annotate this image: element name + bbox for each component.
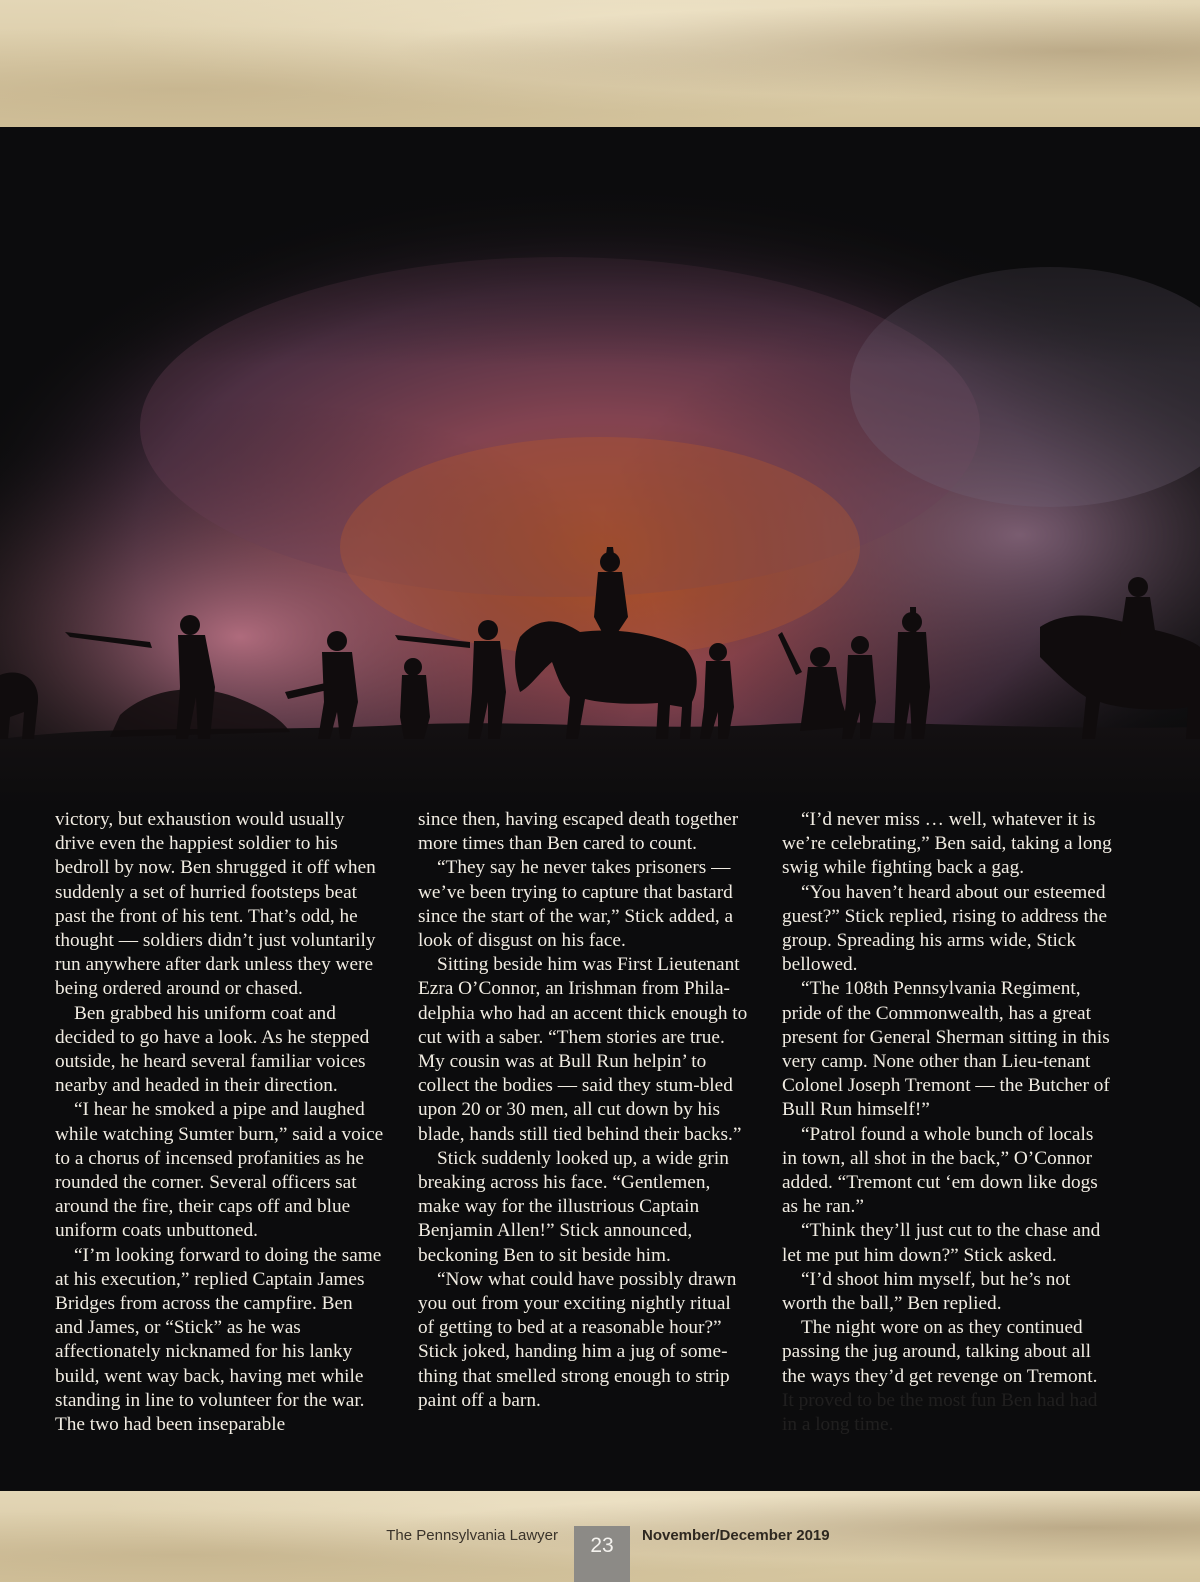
paragraph: “I’d never miss … well, whatever it is we’re celebrating,” Ben said, taking a long swig while fighting back a gag. <box>782 809 1112 879</box>
issue-date: November/December 2019 <box>642 1527 830 1544</box>
page-number-box <box>574 1526 630 1582</box>
article-body <box>55 808 1145 1448</box>
paragraph: “You haven’t heard about our esteemed guest?” Stick replied, rising to address the group. Spreading his arms wide, Stick bellowed. <box>782 881 1108 976</box>
paragraph: “I’d shoot him myself, but he’s not worth the ball,” Ben replied. <box>782 1268 1071 1315</box>
paragraph: “Think they’ll just cut to the chase and let me put him down?” Stick asked. <box>782 1220 1101 1266</box>
paragraph: Stick suddenly looked up, a wide grin breaking across his face. “Gentlemen, make way for the illustrious Captain Benjamin Allen!” Stick announced, beckoning Ben to sit beside him. <box>418 1147 729 1266</box>
parchment-footer-band <box>0 1491 1200 1582</box>
paragraph: The night wore on as they continued passing the jug around, talking about all the ways they’d get revenge on Tremont. <box>782 1317 1098 1387</box>
publication-name: The Pennsylvania Lawyer <box>386 1527 558 1544</box>
paragraph: victory, but exhaustion would usually drive even the happiest soldier to his bedroll by now. Ben shrugged it off when suddenly a set of hurried footsteps beat past the front of his tent. That’s odd, he thought — soldiers didn’t just voluntarily run anywhere after dark unless they were being ordered around or chased. <box>55 809 376 1000</box>
article-column-3 <box>782 808 1112 1437</box>
paragraph: Sitting beside him was First Lieutenant Ezra O’Connor, an Irishman from Phila-delphia who had an accent thick enough to cut with a saber. “Them stories are true. My cousin was at Bull Run helpin’ to collect the bodies — said they stum-bled upon 20 or 30 men, all cut down by his blade, hands still tied behind their backs.” <box>418 954 748 1145</box>
page-number: 23 <box>590 1534 614 1557</box>
paragraph: “Patrol found a whole bunch of locals in town, all shot in the back,” O’Connor added. “Tremont cut ‘em down like dogs as he ran.” <box>782 1123 1098 1218</box>
article-panel <box>0 127 1200 1491</box>
paragraph: “I hear he smoked a pipe and laughed while watching Sumter burn,” said a voice to a chorus of incensed profanities as he rounded the corner. Several officers sat around the fire, their caps off and blue uniform coats unbuttoned. <box>55 1099 384 1242</box>
paragraph: “The 108th Pennsylvania Regiment, pride of the Commonwealth, has a great present for General Sherman sitting in this very camp. None other than Lieu-tenant Colonel Joseph Tremont — the Butcher of Bull Run himself!” <box>782 978 1110 1121</box>
article-column-1 <box>55 808 385 1437</box>
paragraph: “They say he never takes prisoners — we’ve been trying to capture that bastard since the start of the war,” Stick added, a look of disgust on his face. <box>418 857 734 952</box>
article-column-2 <box>418 808 748 1413</box>
paragraph: “Now what could have possibly drawn you out from your exciting nightly ritual of getting to bed at a reasonable hour?” Stick joked, handing him a jug of some-thing that smelled strong enough to strip paint off a barn. <box>418 1268 737 1411</box>
paragraph: Ben grabbed his uniform coat and decided to go have a look. As he stepped outside, he heard several familiar voices nearby and headed in their direction. <box>55 1002 370 1097</box>
paragraph: “I’m looking forward to doing the same at his execution,” replied Captain James Bridges from across the campfire. Ben and James, or “Stick” as he was affectionately nicknamed for his lanky build, went way back, having met while standing in line to volunteer for the war. The two had been inseparable <box>55 1244 382 1436</box>
page-footer <box>0 1491 1200 1582</box>
faded-paragraph: It proved to be the most fun Ben had had in a long time. <box>782 1389 1098 1436</box>
battle-silhouette-illustration <box>0 127 1200 807</box>
parchment-header-band <box>0 0 1200 127</box>
paragraph: since then, having escaped death together more times than Ben cared to count. <box>418 809 739 855</box>
